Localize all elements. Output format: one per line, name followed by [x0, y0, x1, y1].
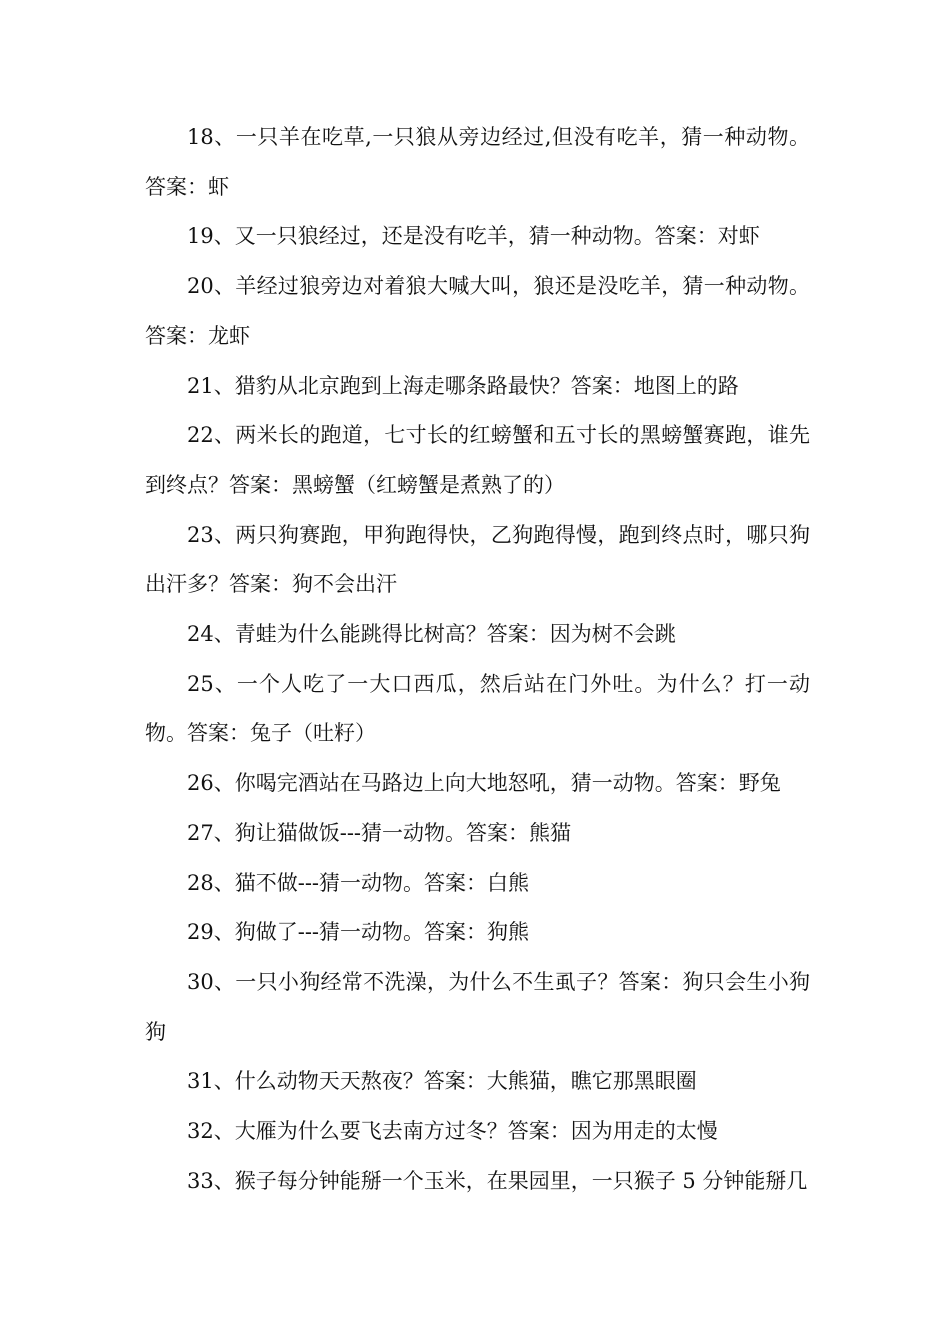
riddle-paragraph: 23、两只狗赛跑，甲狗跑得快，乙狗跑得慢，跑到终点时，哪只狗出汗多？答案：狗不会出汗 [145, 522, 810, 597]
riddle-paragraph: 18、一只羊在吃草,一只狼从旁边经过,但没有吃羊，猜一种动物。答案：虾 [145, 125, 810, 199]
riddle-paragraph: 22、两米长的跑道，七寸长的红螃蟹和五寸长的黑螃蟹赛跑，谁先到终点？答案：黑螃蟹（红螃蟹是煮熟了的） [145, 423, 810, 497]
riddle-paragraph: 27、狗让猫做饭---猜一动物。答案：熊猫 [187, 820, 572, 845]
riddle-paragraph: 21、猎豹从北京跑到上海走哪条路最快？答案：地图上的路 [187, 373, 739, 398]
riddle-paragraph: 24、青蛙为什么能跳得比树高？答案：因为树不会跳 [187, 622, 676, 647]
document-body [145, 113, 810, 1206]
riddle-paragraph: 26、你喝完酒站在马路边上向大地怒吼，猜一动物。答案：野兔 [187, 771, 781, 796]
riddle-paragraph: 19、又一只狼经过，还是没有吃羊，猜一种动物。答案：对虾 [187, 224, 760, 249]
riddle-paragraph: 29、狗做了---猜一动物。答案：狗熊 [187, 920, 530, 945]
riddle-paragraph: 28、猫不做---猜一动物。答案：白熊 [187, 870, 530, 895]
riddle-paragraph: 25、一个人吃了一大口西瓜，然后站在门外吐。为什么？打一动物。答案：兔子（吐籽） [145, 671, 810, 746]
riddle-paragraph: 33、猴子每分钟能掰一个玉米，在果园里，一只猴子 5 分钟能掰几 [187, 1168, 808, 1193]
riddle-paragraph: 20、羊经过狼旁边对着狼大喊大叫，狼还是没吃羊，猜一种动物。答案：龙虾 [145, 274, 810, 348]
riddle-paragraph: 31、什么动物天天熬夜？答案：大熊猫，瞧它那黑眼圈 [187, 1069, 697, 1094]
riddle-paragraph: 30、一只小狗经常不洗澡，为什么不生虱子？答案：狗只会生小狗狗 [145, 969, 810, 1044]
riddle-paragraph: 32、大雁为什么要飞去南方过冬？答案：因为用走的太慢 [187, 1119, 718, 1144]
